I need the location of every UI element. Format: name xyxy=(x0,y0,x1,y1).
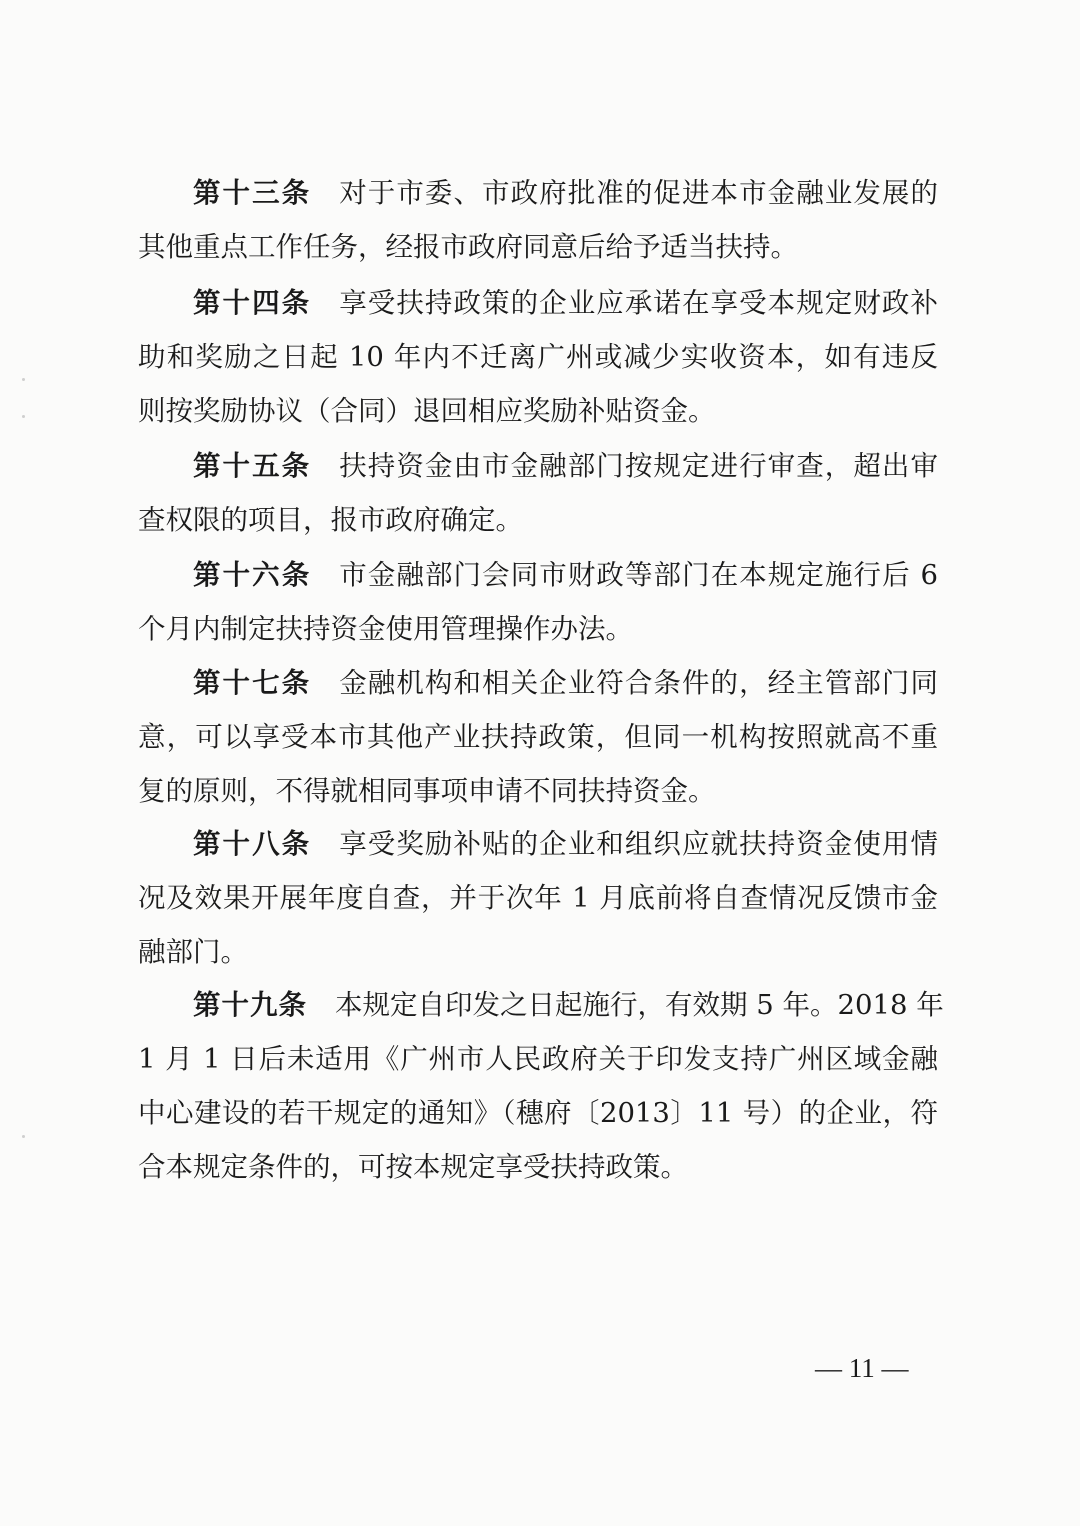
article-line xyxy=(193,448,938,484)
article-line: 个月内制定扶持资金使用管理操作办法。 xyxy=(138,613,633,645)
article-line xyxy=(193,987,944,1023)
article-line: 融部门。 xyxy=(138,936,248,968)
article-text: 享受扶持政策的企业应承诺在享受本规定财政补 xyxy=(339,287,938,319)
article-heading: 第十六条 xyxy=(193,559,312,591)
article-line: 其他重点工作任务，经报市政府同意后给予适当扶持。 xyxy=(138,231,798,263)
article-line: 复的原则，不得就相同事项申请不同扶持资金。 xyxy=(138,775,716,807)
article-line xyxy=(193,665,938,701)
article-line: 助和奖励之日起 10 年内不迁离广州或减少实收资本，如有违反 xyxy=(138,341,938,373)
page-number: — 11 — xyxy=(815,1353,909,1383)
article-line: 查权限的项目，报市政府确定。 xyxy=(138,504,523,536)
article-text: 本规定自印发之日起施行，有效期 5 年。2018 年 xyxy=(335,989,944,1021)
article-line: 则按奖励协议（合同）退回相应奖励补贴资金。 xyxy=(138,395,716,427)
article-line: 意，可以享受本市其他产业扶持政策，但同一机构按照就高不重 xyxy=(138,721,938,753)
article-line: 中心建设的若干规定的通知》（穗府〔2013〕11 号）的企业，符 xyxy=(138,1097,938,1129)
scan-speck xyxy=(22,1135,25,1138)
article-line xyxy=(193,826,938,862)
article-heading: 第十七条 xyxy=(193,667,312,699)
article-line xyxy=(193,175,938,211)
article-line: 1 月 1 日后未适用《广州市人民政府关于印发支持广州区域金融 xyxy=(138,1043,938,1075)
article-heading: 第十八条 xyxy=(193,828,312,860)
article-text: 享受奖励补贴的企业和组织应就扶持资金使用情 xyxy=(339,828,938,860)
article-heading: 第十五条 xyxy=(193,450,312,482)
article-heading: 第十三条 xyxy=(193,177,312,209)
article-text: 对于市委、市政府批准的促进本市金融业发展的 xyxy=(339,177,938,209)
article-heading: 第十九条 xyxy=(193,989,307,1021)
article-text: 扶持资金由市金融部门按规定进行审查，超出审 xyxy=(339,450,938,482)
article-line xyxy=(193,557,938,593)
scan-speck xyxy=(22,415,25,418)
article-text: 市金融部门会同市财政等部门在本规定施行后 6 xyxy=(339,559,938,591)
article-text: 金融机构和相关企业符合条件的，经主管部门同 xyxy=(339,667,938,699)
article-line: 合本规定条件的，可按本规定享受扶持政策。 xyxy=(138,1151,688,1183)
article-line: 况及效果开展年度自查，并于次年 1 月底前将自查情况反馈市金 xyxy=(138,882,938,914)
article-heading: 第十四条 xyxy=(193,287,312,319)
scan-speck xyxy=(22,378,25,381)
article-line xyxy=(193,285,938,321)
